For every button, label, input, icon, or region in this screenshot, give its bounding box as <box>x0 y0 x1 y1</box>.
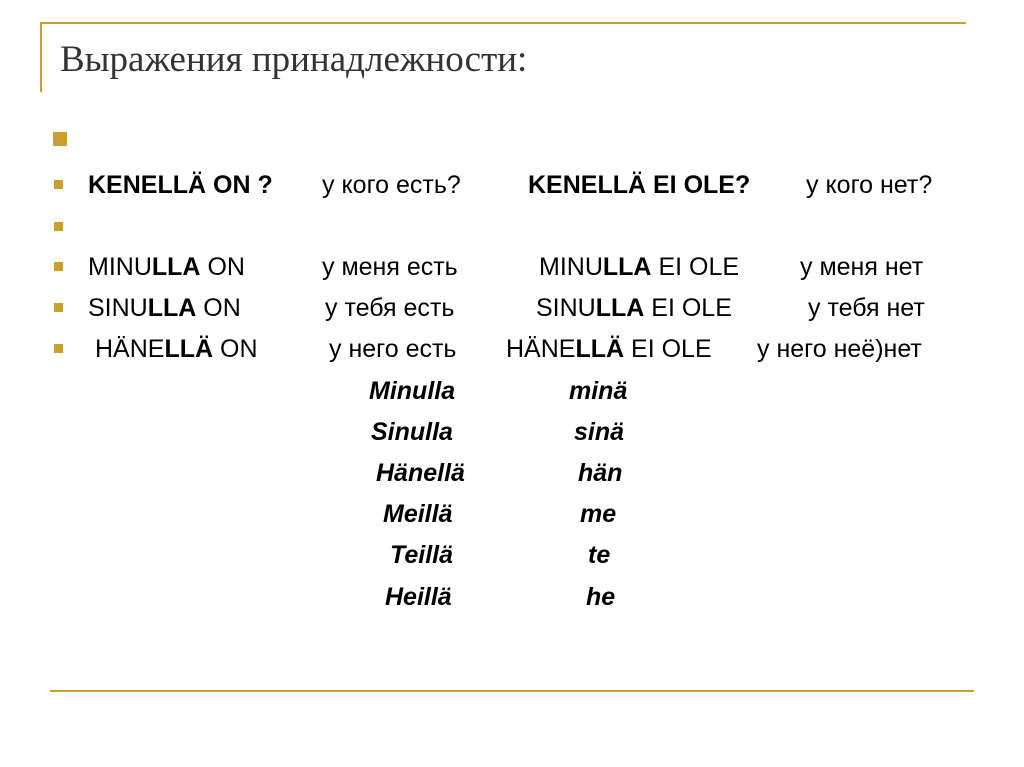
nominative-3: hän <box>578 459 623 487</box>
stem: HÄNE <box>506 335 576 363</box>
minulla-ru-positive: у меня есть <box>322 253 458 281</box>
suffix: LLA <box>595 294 645 322</box>
sinulla-ei-ole <box>536 296 732 321</box>
nominative-4: me <box>580 500 617 528</box>
adessive-6: Heillä <box>385 583 452 611</box>
stem: SINU <box>536 294 596 322</box>
suffix: LLÄ <box>164 335 214 363</box>
nominative-5: te <box>588 541 611 569</box>
minulla-on <box>88 255 245 280</box>
hanella-ei-ole <box>506 337 712 362</box>
question-fi-negative: KENELLÄ EI OLE? <box>528 171 751 199</box>
stem: HÄNE <box>95 335 165 363</box>
bullet-minulla <box>54 262 63 271</box>
question-fi-positive: KENELLÄ ON ? <box>88 171 273 199</box>
suffix: LLA <box>147 294 197 322</box>
question-ru-negative: у кого нет? <box>806 171 933 199</box>
minulla-ru-negative: у меня нет <box>800 253 924 281</box>
stem: MINU <box>88 253 152 281</box>
adessive-5: Teillä <box>390 541 453 569</box>
stem: SINU <box>88 294 148 322</box>
question-ru-positive: у кого есть? <box>322 171 461 199</box>
sinulla-ru-positive: у тебя есть <box>325 294 455 322</box>
sinulla-ru-negative: у тебя нет <box>808 294 925 322</box>
hanella-on <box>95 337 258 362</box>
bullet-empty-2 <box>54 222 63 231</box>
suffix: LLA <box>151 253 201 281</box>
adessive-3: Hänellä <box>376 459 465 487</box>
bullet-sinulla <box>54 303 63 312</box>
bullet-question <box>54 180 63 189</box>
suffix: LLA <box>602 253 652 281</box>
bullet-empty-1 <box>53 132 67 146</box>
hanella-ru-positive: у него есть <box>329 335 457 363</box>
bullet-hanella <box>54 344 63 353</box>
nominative-6: he <box>586 583 616 611</box>
left-rule <box>40 22 42 92</box>
sinulla-on <box>88 296 241 321</box>
tail: ON <box>213 335 258 363</box>
tail: ON <box>200 253 245 281</box>
minulla-ei-ole <box>539 255 739 280</box>
bottom-rule <box>50 690 974 692</box>
adessive-2: Sinulla <box>371 418 453 446</box>
nominative-1: minä <box>569 377 628 405</box>
tail: EI OLE <box>624 335 712 363</box>
top-rule <box>40 22 966 24</box>
tail: ON <box>196 294 241 322</box>
slide-title: Выражения принадлежности: <box>60 39 528 80</box>
suffix: LLÄ <box>575 335 625 363</box>
stem: MINU <box>539 253 603 281</box>
adessive-4: Meillä <box>383 500 453 528</box>
adessive-1: Minulla <box>369 377 456 405</box>
hanella-ru-negative: у него неё)нет <box>757 335 922 363</box>
nominative-2: sinä <box>574 418 625 446</box>
tail: EI OLE <box>651 253 740 281</box>
tail: EI OLE <box>644 294 732 322</box>
